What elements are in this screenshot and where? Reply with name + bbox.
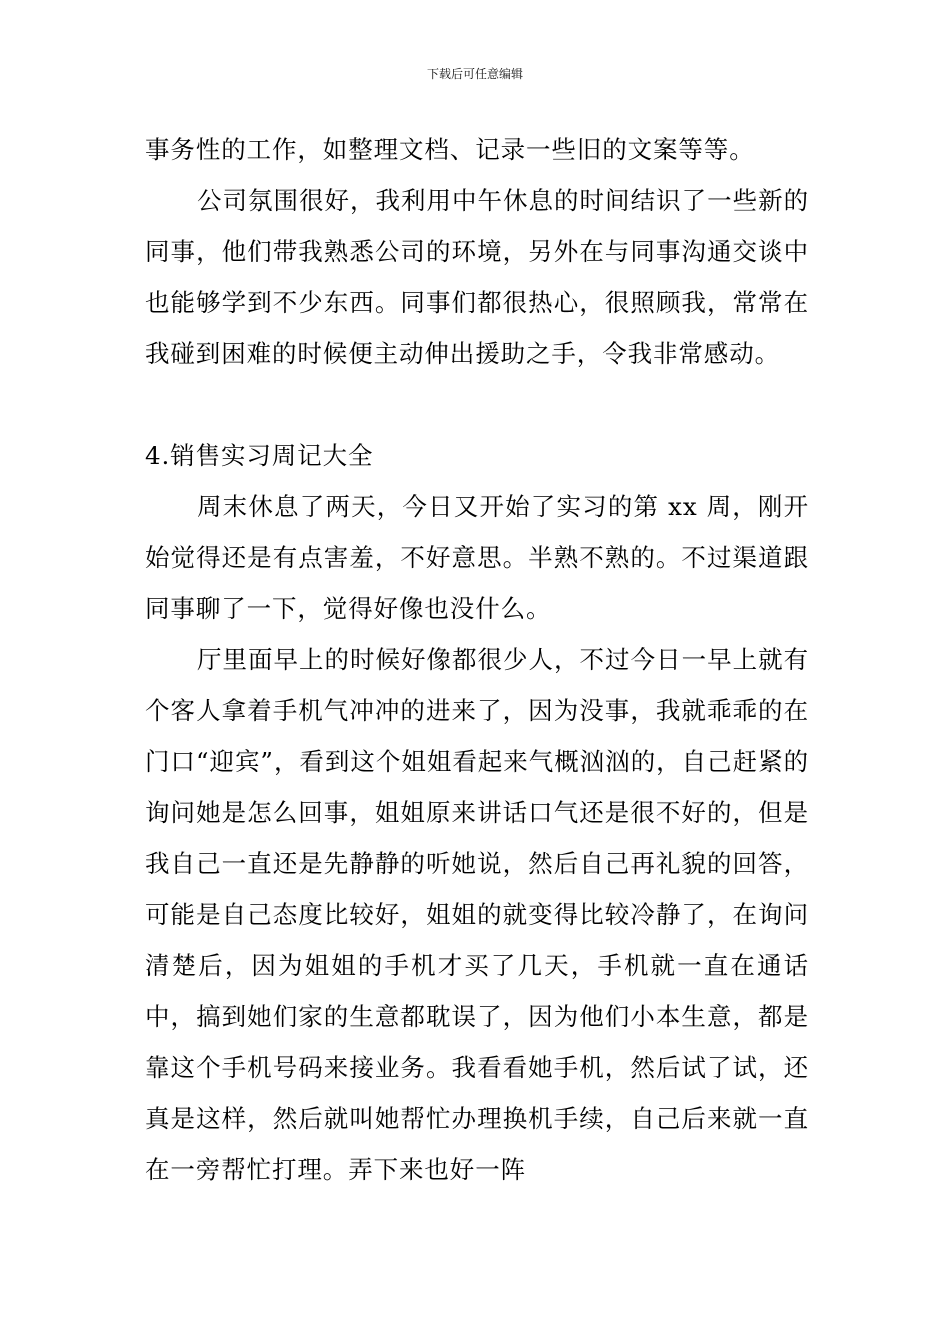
- paragraph-company-atmosphere: 公司氛围很好，我利用中午休息的时间结识了一些新的同事，他们带我熟悉公司的环境，另外在与同事沟通交谈中也能够学到不少东西。同事们都很热心，很照顾我，常常在我碰到困难的时候便主动伸出援助之手，令我非常感动。: [145, 186, 809, 368]
- paragraph-weekend: 周末休息了两天，今日又开始了实习的第 xx 周，刚开始觉得还是有点害羞，不好意思。半熟不熟的。不过渠道跟同事聊了一下，觉得好像也没什么。: [145, 492, 809, 623]
- page-header-note: 下载后可任意编辑: [426, 67, 523, 81]
- paragraph-continuation: 事务性的工作，如整理文档、记录一些旧的文案等等。: [145, 135, 755, 164]
- paragraph-gap: [145, 379, 809, 430]
- paragraph-customer-story: 厅里面早上的时候好像都很少人，不过今日一早上就有个客人拿着手机气冲冲的进来了，因为没事，我就乖乖的在门口“迎宾”，看到这个姐姐看起来气概汹汹的，自己赶紧的询问她是怎么回事，姐姐原来讲话口气还是很不好的，但是我自己一直还是先静静的听她说，然后自己再礼貌的回答，可能是自己态度比较好，姐姐的就变得比较冷静了，在询问清楚后，因为姐姐的手机才买了几天，手机就一直在通话中，搞到她们家的生意都耽误了，因为他们小本生意，都是靠这个手机号码来接业务。我看看她手机，然后试了试，还真是这样，然后就叫她帮忙办理换机手续，自己后来就一直在一旁帮忙打理。弄下来也好一阵: [145, 645, 809, 1184]
- section-heading: 4.销售实习周记大全: [145, 441, 374, 470]
- document-body: [145, 124, 809, 1195]
